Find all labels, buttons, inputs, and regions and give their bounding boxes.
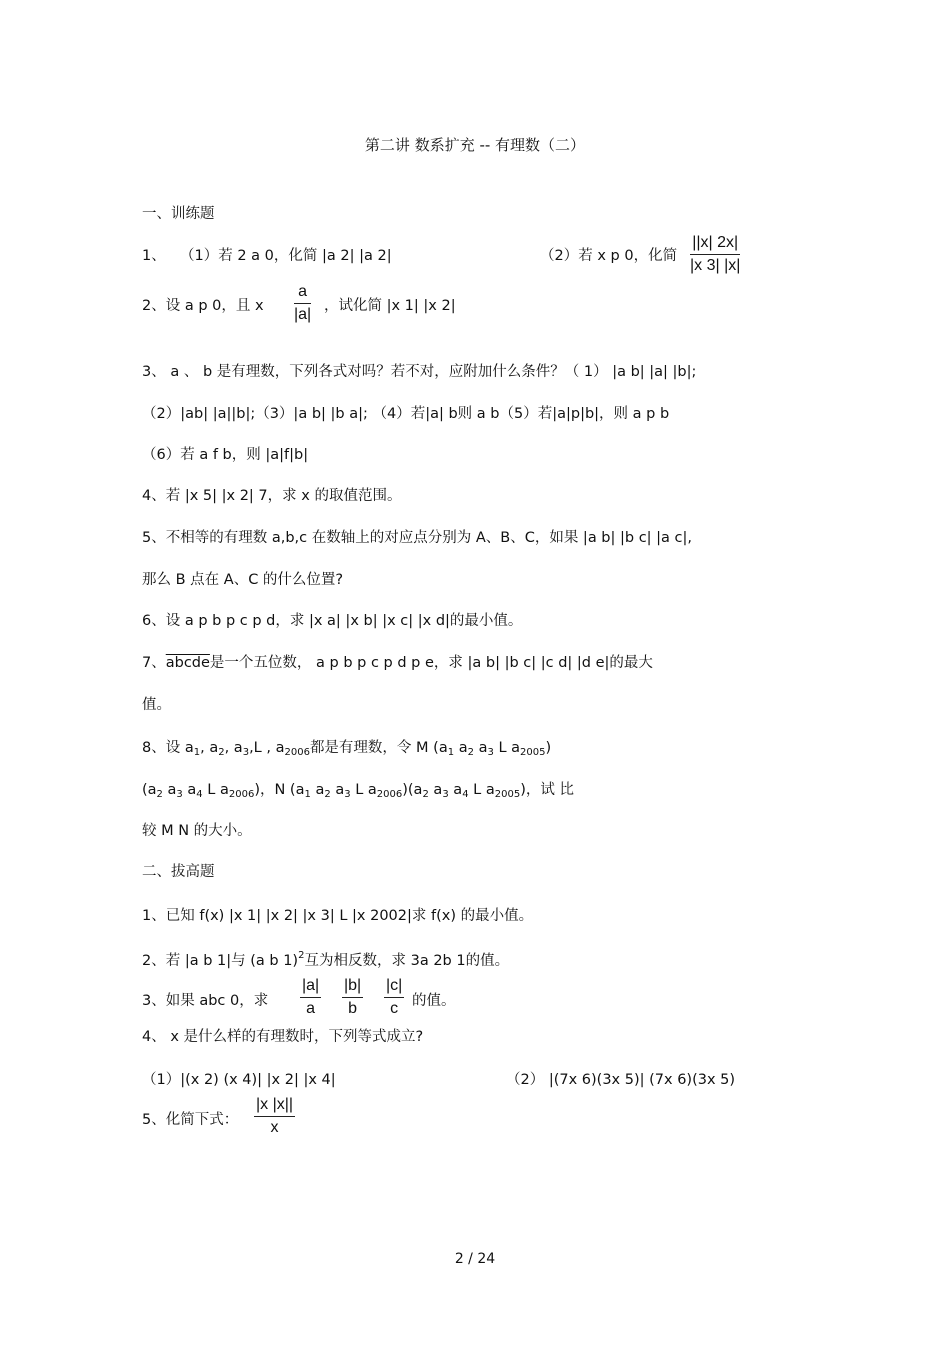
text: (a	[142, 782, 157, 798]
subscript: 2	[324, 789, 331, 800]
problem-2-start: 2、设 a p 0，且 x	[142, 298, 264, 314]
subscript: 2006	[376, 789, 403, 800]
subscript: 2	[422, 789, 429, 800]
problem-3-line-2: （2）|ab| |a||b|;（3）|a b| |b a|; （4）若|a| b则 a b（5）若|a|p|b|，则 a p b	[142, 406, 670, 422]
subscript: 2006	[284, 747, 310, 758]
text: 8、设 a	[142, 740, 194, 756]
subscript: 3	[176, 789, 183, 800]
text: L a	[493, 740, 521, 756]
text: 互为相反数，求 3a 2b 1的值。	[304, 953, 510, 969]
subscript: 3	[442, 789, 449, 800]
advanced-problem-3-end: 的值。	[412, 993, 456, 1009]
subscript: 2	[156, 789, 163, 800]
text: a	[448, 782, 463, 798]
q5-fraction	[254, 1096, 295, 1137]
text: a	[162, 782, 177, 798]
text: 都是有理数，令 M (a	[309, 740, 448, 756]
subscript: 4	[196, 789, 203, 800]
subscript: 2	[218, 747, 225, 758]
subscript: 1	[304, 789, 311, 800]
text: a	[310, 782, 325, 798]
fraction-denominator: a	[306, 1000, 316, 1017]
fraction-numerator: ||x| 2x|	[690, 234, 740, 255]
problem-5-line-2: 那么 B 点在 A、C 的什么位置?	[142, 572, 344, 588]
five-digit-number: abcde	[165, 655, 210, 671]
problem-8-line-3: 较 M N 的大小。	[142, 823, 252, 839]
advanced-problem-4-part-1: （1）|(x 2) (x 4)| |x 2| |x 4|	[142, 1072, 336, 1088]
fraction-denominator: b	[348, 1000, 358, 1017]
page-number: 2 / 24	[454, 1251, 496, 1267]
q3-fraction-c	[384, 977, 404, 1018]
subscript: 2	[467, 747, 474, 758]
text: )，N (a	[254, 782, 305, 798]
text: ,L , a	[249, 740, 285, 756]
problem-1-part-2: （2）若 x p 0，化简	[540, 248, 678, 264]
problem-7-line-1	[142, 651, 653, 672]
text: )	[545, 740, 552, 756]
problem-8-line-2	[142, 778, 574, 799]
page-title: 第二讲 数系扩充 -- 有理数（二）	[364, 136, 586, 154]
advanced-problem-3-start: 3、如果 abc 0，求	[142, 993, 269, 1009]
subscript: 3	[344, 789, 351, 800]
subscript: 3	[487, 747, 494, 758]
subscript: 3	[242, 747, 250, 758]
fraction-numerator: |c|	[384, 977, 404, 998]
advanced-problem-4-part-2: （2） |(7x 6)(3x 5)| (7x 6)(3x 5)	[506, 1072, 736, 1088]
problem-7-prefix: 7、	[142, 655, 166, 671]
fraction-numerator: a	[294, 283, 311, 304]
text: L a	[202, 782, 229, 798]
text: a	[182, 782, 197, 798]
advanced-problem-5-start: 5、化简下式：	[142, 1112, 239, 1128]
advanced-problem-4-line-1: 4、 x 是什么样的有理数时，下列等式成立?	[142, 1029, 424, 1045]
advanced-problem-2	[142, 949, 509, 970]
fraction-numerator: |b|	[342, 977, 363, 998]
text: , a	[224, 740, 243, 756]
text: a	[330, 782, 345, 798]
fraction-denominator: x	[270, 1119, 279, 1136]
superscript: 2	[298, 950, 305, 961]
fraction-numerator: |x |x||	[254, 1096, 295, 1117]
subscript: 4	[462, 789, 469, 800]
problem-8-line-1	[142, 736, 551, 757]
problem-3-line-3: （6）若 a f b，则 |a|f|b|	[142, 447, 309, 463]
q3-fraction-b	[342, 977, 363, 1018]
text: L a	[350, 782, 377, 798]
fraction-denominator: c	[390, 1000, 399, 1017]
fraction-denominator: |x 3| |x|	[690, 257, 741, 274]
q3-fraction-a	[300, 977, 321, 1018]
subscript: 2005	[520, 747, 546, 758]
problem-2-fraction	[294, 283, 311, 324]
problem-1-part-1: （1）若 2 a 0，化简 |a 2| |a 2|	[180, 248, 392, 264]
problem-1-fraction	[690, 234, 740, 275]
text: a	[428, 782, 443, 798]
problem-5-line-1: 5、不相等的有理数 a,b,c 在数轴上的对应点分别为 A、B、C，如果 |a b| |b c| |a c|,	[142, 530, 693, 546]
text: a	[454, 740, 468, 756]
subscript: 2006	[228, 789, 255, 800]
text: )，试 比	[520, 782, 574, 798]
text: )(a	[402, 782, 423, 798]
subscript: 2005	[494, 789, 521, 800]
section-heading-training: 一、训练题	[142, 206, 215, 222]
subscript: 1	[193, 747, 201, 758]
problem-6: 6、设 a p b p c p d，求 |x a| |x b| |x c| |x d|的最小值。	[142, 613, 523, 629]
subscript: 1	[447, 747, 455, 758]
problem-2-end: ，试化简 |x 1| |x 2|	[324, 298, 456, 314]
problem-4: 4、若 |x 5| |x 2| 7，求 x 的取值范围。	[142, 488, 402, 504]
text: , a	[200, 740, 219, 756]
fraction-denominator: |a|	[294, 306, 312, 323]
text: L a	[468, 782, 495, 798]
section-heading-advanced: 二、拔高题	[142, 864, 215, 880]
text: 2、若 |a b 1|与 (a b 1)	[142, 953, 299, 969]
problem-1-prefix: 1、	[142, 248, 166, 264]
problem-7-rest: 是一个五位数， a p b p c p d p e，求 |a b| |b c| |c d| |d e|的最大	[209, 655, 653, 671]
problem-3-line-1: 3、 a 、 b 是有理数，下列各式对吗？若不对，应附加什么条件？（ 1） |a b| |a| |b|;	[142, 364, 697, 380]
advanced-problem-1: 1、已知 f(x) |x 1| |x 2| |x 3| L |x 2002|求 f(x) 的最小值。	[142, 908, 534, 924]
problem-7-line-2: 值。	[142, 697, 171, 713]
text: a	[473, 740, 488, 756]
fraction-numerator: |a|	[300, 977, 321, 998]
